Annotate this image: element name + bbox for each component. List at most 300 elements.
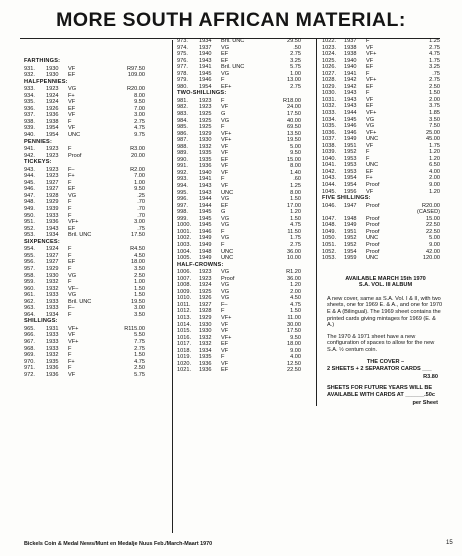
lot-price: 17.00 bbox=[287, 202, 301, 209]
lot-grade: F bbox=[221, 97, 225, 104]
lot-number: 1030. bbox=[322, 90, 336, 97]
lot-grade: VF bbox=[366, 96, 374, 103]
lot-number: 982. bbox=[177, 104, 188, 111]
footer-credit: Bickels Coin & Medal News/Munt en Medalje Nuus Feb./March-Maart 1970 bbox=[24, 541, 213, 547]
lot-price: .70 bbox=[137, 199, 145, 206]
lot-row bbox=[24, 132, 159, 139]
lot-year: 1940 bbox=[199, 169, 212, 176]
lot-number: 947. bbox=[24, 192, 35, 199]
lot-number: 1008. bbox=[177, 282, 191, 289]
lot-grade: EF bbox=[68, 105, 76, 112]
lot-number: 1031. bbox=[322, 96, 336, 103]
lot-grade: VG bbox=[366, 116, 375, 123]
lot-grade: EF bbox=[221, 57, 229, 64]
lot-price: 2.75 bbox=[290, 51, 301, 58]
lot-price: 2.75 bbox=[429, 77, 440, 84]
lot-grade: VF bbox=[366, 142, 374, 149]
lot-grade: Proof bbox=[366, 215, 380, 222]
lot-grade: VF+ bbox=[366, 110, 377, 117]
lot-grade: F– bbox=[68, 305, 75, 312]
lot-year: 1932 bbox=[46, 285, 59, 292]
section-tickeys bbox=[24, 159, 159, 239]
lot-grade: F bbox=[68, 118, 72, 125]
lot-number: 959. bbox=[24, 279, 35, 286]
section-two-shillings bbox=[177, 90, 315, 261]
lot-year: 1945 bbox=[199, 70, 212, 77]
lot-year: 1937 bbox=[199, 44, 212, 51]
section-five-shillings bbox=[322, 195, 444, 261]
lot-price: 22.50 bbox=[426, 228, 440, 235]
lot-grade: VF bbox=[221, 169, 229, 176]
lot-year: 1925 bbox=[199, 111, 212, 118]
lot-number: 992. bbox=[177, 169, 188, 176]
lot-grade: F bbox=[68, 365, 72, 372]
lot-grade: VF bbox=[221, 143, 229, 150]
lot-number: 1012. bbox=[177, 308, 191, 315]
column-2 bbox=[177, 38, 315, 374]
lot-year: 1940 bbox=[344, 64, 357, 71]
lot-grade: F+ bbox=[68, 358, 75, 365]
lot-price: 9.75 bbox=[134, 132, 145, 139]
lot-grade: VF bbox=[221, 321, 229, 328]
lot-year: 1935 bbox=[199, 354, 212, 361]
lot-price: .60 bbox=[293, 176, 301, 183]
lot-year: 1929 bbox=[199, 314, 212, 321]
lot-price: 4.00 bbox=[290, 354, 301, 361]
lot-number: 1009. bbox=[177, 288, 191, 295]
lot-grade: EF bbox=[68, 259, 76, 266]
lot-grade: EF bbox=[221, 367, 229, 374]
lot-price: 5.75 bbox=[134, 371, 145, 378]
lot-year: 1946 bbox=[199, 77, 212, 84]
lot-price: R20.00 bbox=[126, 86, 145, 93]
lot-grade: EF bbox=[366, 83, 374, 90]
lot-price: 1.00 bbox=[290, 70, 301, 77]
lot-year: 1926 bbox=[199, 295, 212, 302]
lot-year: 1936 bbox=[46, 219, 59, 226]
lot-year: 1923 bbox=[46, 86, 59, 93]
lot-year: 1949 bbox=[199, 255, 212, 262]
lot-price: 4.00 bbox=[429, 168, 440, 175]
lot-year: 1946 bbox=[344, 123, 357, 130]
lot-grade: VG bbox=[221, 44, 230, 51]
lot-price: 13.00 bbox=[287, 77, 301, 84]
lot-year: 1936 bbox=[199, 367, 212, 374]
lot-number: 968. bbox=[24, 345, 35, 352]
lot-year: 1945 bbox=[199, 215, 212, 222]
lot-row bbox=[177, 255, 315, 262]
lot-year: 1925 bbox=[199, 124, 212, 131]
lot-price: 2.50 bbox=[429, 83, 440, 90]
lot-price: 24.00 bbox=[287, 104, 301, 111]
lot-grade: G bbox=[221, 209, 226, 216]
section-heading: FIVE SHILLINGS: bbox=[322, 195, 371, 202]
lot-year: 1944 bbox=[199, 202, 212, 209]
lot-grade: VG bbox=[221, 215, 230, 222]
lot-year: 1923 bbox=[199, 104, 212, 111]
lot-number: 1035. bbox=[322, 123, 336, 130]
lot-number: 973. bbox=[177, 38, 188, 44]
lot-price: R2.00 bbox=[130, 166, 145, 173]
lot-grade: VG bbox=[221, 222, 230, 229]
lot-price: 1.00 bbox=[134, 279, 145, 286]
lot-year: 1938 bbox=[344, 51, 357, 58]
lot-grade: VF bbox=[68, 112, 76, 119]
lot-grade: Proof bbox=[68, 152, 82, 159]
lot-year: 1951 bbox=[344, 228, 357, 235]
lot-year: 1934 bbox=[199, 347, 212, 354]
lot-number: 996. bbox=[177, 196, 188, 203]
lot-number: 1002. bbox=[177, 235, 191, 242]
section-heading: PENNIES: bbox=[24, 138, 53, 145]
lot-price: 1.85 bbox=[429, 110, 440, 117]
lot-price: 17.50 bbox=[131, 232, 145, 239]
lot-price: R1.20 bbox=[286, 269, 301, 276]
lot-number: 1013. bbox=[177, 314, 191, 321]
lot-grade: VF bbox=[366, 57, 374, 64]
lot-number: 1050. bbox=[322, 235, 336, 242]
lot-year: 1935 bbox=[199, 150, 212, 157]
lot-number: 937. bbox=[24, 112, 35, 119]
lot-grade: EF bbox=[68, 225, 76, 232]
lot-price: 8.00 bbox=[290, 163, 301, 170]
lot-year: 1942 bbox=[344, 77, 357, 84]
lot-number: 954. bbox=[24, 246, 35, 253]
lot-number: 976. bbox=[177, 57, 188, 64]
lot-year: 1945 bbox=[199, 222, 212, 229]
lot-number: 1026. bbox=[322, 64, 336, 71]
lot-number: 950. bbox=[24, 212, 35, 219]
lot-number: 940. bbox=[24, 132, 35, 139]
lot-year: 1930 bbox=[46, 65, 59, 72]
lot-price: 3.00 bbox=[134, 112, 145, 119]
lot-year: 1942 bbox=[344, 83, 357, 90]
album-notice bbox=[322, 276, 444, 407]
lot-grade: F bbox=[221, 354, 225, 361]
lot-price: 3.75 bbox=[429, 103, 440, 110]
lot-number: 1029. bbox=[322, 83, 336, 90]
lot-year: 1934 bbox=[46, 311, 59, 318]
lot-number: 979. bbox=[177, 77, 188, 84]
lot-grade: F bbox=[68, 246, 72, 253]
notice-paragraph-2: The 1970 & 1971 sheet have a new configuration of spaces to allow for the new S.A. ½ centum coin. bbox=[327, 333, 435, 353]
lot-price: 4.75 bbox=[429, 51, 440, 58]
lot-year: 1954 bbox=[344, 182, 357, 189]
lot-grade: F bbox=[366, 149, 370, 156]
lot-price: 20.00 bbox=[131, 152, 145, 159]
lot-number: 1010. bbox=[177, 295, 191, 302]
lot-number: 1003. bbox=[177, 241, 191, 248]
lot-year: 1924 bbox=[46, 92, 59, 99]
lot-number: 1047. bbox=[322, 215, 336, 222]
lot-price: 3.00 bbox=[134, 305, 145, 312]
lot-grade: VG bbox=[366, 123, 375, 130]
lot-price: 3.25 bbox=[429, 64, 440, 71]
section-farthings bbox=[24, 58, 159, 79]
lot-year: 1935 bbox=[46, 358, 59, 365]
lot-number: 942. bbox=[24, 152, 35, 159]
lot-number: 1016. bbox=[177, 334, 191, 341]
lot-number: 1053. bbox=[322, 255, 336, 262]
lot-year: 1944 bbox=[199, 196, 212, 203]
lot-price: R115.00 bbox=[124, 325, 145, 332]
lot-grade: UNC bbox=[68, 132, 81, 139]
lot-year: 1927 bbox=[46, 179, 59, 186]
lot-grade: VG bbox=[221, 295, 230, 302]
section-shillings bbox=[24, 318, 159, 378]
lot-grade: VF bbox=[221, 150, 229, 157]
notice-title: AVAILABLE MARCH 15th 1970 S.A. VOL. III ALBUM bbox=[345, 275, 426, 289]
lot-number: 1051. bbox=[322, 241, 336, 248]
lot-price: 9.50 bbox=[134, 99, 145, 106]
lot-number: 957. bbox=[24, 265, 35, 272]
lot-grade: EF bbox=[366, 168, 374, 175]
lot-year: 1938 bbox=[46, 118, 59, 125]
notice-cover: THE COVER – bbox=[366, 358, 405, 365]
lot-price: 22.50 bbox=[426, 222, 440, 229]
lot-number: 998. bbox=[177, 209, 188, 216]
notice-cover-items: 2 SHEETS + 2 SEPARATOR CARDS ___ bbox=[327, 366, 432, 373]
lot-year: 1954 bbox=[344, 175, 357, 182]
lot-number: 1044. bbox=[322, 182, 336, 189]
lot-grade: EF bbox=[221, 51, 229, 58]
lot-number: 962. bbox=[24, 298, 35, 305]
lot-price: 3.50 bbox=[429, 116, 440, 123]
lot-price: 1.00 bbox=[134, 179, 145, 186]
lot-grade: VF+ bbox=[221, 314, 232, 321]
lot-grade: EF+ bbox=[221, 83, 232, 90]
lot-year: 1936 bbox=[199, 163, 212, 170]
lot-year: 1931 bbox=[46, 325, 59, 332]
lot-price: 1.25 bbox=[290, 183, 301, 190]
lot-price: .75 bbox=[137, 225, 145, 232]
lot-price: 40.00 bbox=[287, 117, 301, 124]
lot-price: 1.20 bbox=[429, 155, 440, 162]
lot-grade: VF+ bbox=[221, 137, 232, 144]
lot-year: 1954 bbox=[46, 125, 59, 132]
lot-grade: VF+ bbox=[366, 129, 377, 136]
lot-year: 1932 bbox=[199, 143, 212, 150]
lot-grade: VF bbox=[221, 328, 229, 335]
lot-price: R3.00 bbox=[130, 146, 145, 153]
lot-number: 971. bbox=[24, 365, 35, 372]
lot-price: 9.50 bbox=[290, 150, 301, 157]
lot-grade: UNC bbox=[221, 189, 234, 196]
lot-year: 1943 bbox=[199, 189, 212, 196]
lot-row bbox=[322, 255, 444, 262]
lot-grade: VF bbox=[366, 44, 374, 51]
lot-grade: F– bbox=[221, 301, 228, 308]
lot-price: 4.50 bbox=[134, 252, 145, 259]
lot-number: 936. bbox=[24, 105, 35, 112]
lot-year: 1948 bbox=[199, 248, 212, 255]
lot-price: 36.00 bbox=[287, 275, 301, 282]
lot-grade: VF bbox=[68, 332, 76, 339]
lot-grade: VF bbox=[366, 188, 374, 195]
lot-price: 1.75 bbox=[290, 235, 301, 242]
lot-price: 3.50 bbox=[134, 311, 145, 318]
lot-number: 988. bbox=[177, 143, 188, 150]
lot-year: 1953 bbox=[344, 162, 357, 169]
lot-year: 1947 bbox=[344, 202, 357, 209]
lot-grade: EF bbox=[366, 64, 374, 71]
lot-grade: VF bbox=[221, 360, 229, 367]
lot-grade: VG bbox=[68, 86, 77, 93]
lot-year: 1934 bbox=[199, 38, 212, 44]
lot-price: 2.75 bbox=[290, 241, 301, 248]
section-heading: SHILLINGS: bbox=[24, 318, 58, 325]
lot-number: 951. bbox=[24, 219, 35, 226]
lot-price: 1.50 bbox=[290, 196, 301, 203]
lot-grade: VF+ bbox=[221, 130, 232, 137]
lot-grade: F bbox=[68, 212, 72, 219]
lot-price: 15.00 bbox=[426, 215, 440, 222]
lot-number: 1007. bbox=[177, 275, 191, 282]
lot-price: 10.00 bbox=[287, 255, 301, 262]
lot-price: R18.00 bbox=[282, 97, 301, 104]
section-heading: HALFPENNIES: bbox=[24, 78, 68, 85]
lot-grade: F bbox=[68, 265, 72, 272]
page-number: 15 bbox=[446, 540, 453, 546]
lot-number: 932. bbox=[24, 72, 35, 79]
column-3-list bbox=[322, 38, 444, 262]
lot-number: 1033. bbox=[322, 110, 336, 117]
lot-year: 1941 bbox=[199, 176, 212, 183]
lot-number: 1001. bbox=[177, 228, 191, 235]
lot-grade: F bbox=[68, 279, 72, 286]
lot-number: 970. bbox=[24, 358, 35, 365]
lot-year: 1945 bbox=[344, 116, 357, 123]
lot-number: 1041. bbox=[322, 162, 336, 169]
lot-price: 9.50 bbox=[134, 186, 145, 193]
lot-grade: F bbox=[221, 124, 225, 131]
lot-price: 2.75 bbox=[290, 83, 301, 90]
lot-grade: Proof bbox=[366, 241, 380, 248]
lot-number: 1043. bbox=[322, 175, 336, 182]
lot-year: 1927 bbox=[46, 252, 59, 259]
lot-grade: F bbox=[68, 252, 72, 259]
lot-price: 1.50 bbox=[134, 285, 145, 292]
lot-number: 1020. bbox=[177, 360, 191, 367]
lot-number: 958. bbox=[24, 272, 35, 279]
lot-year: 1949 bbox=[199, 235, 212, 242]
lot-number: 1039. bbox=[322, 149, 336, 156]
notice-paragraph-1: A new cover, same as S.A. Vol. I & II, with two sheets, one for 1969 E. & A., and one for 1970 E & A (Bilingual). The 1969 sheet contains the printed cards giving mintages for 1969 (E. & A.) bbox=[327, 295, 443, 329]
lot-price: .70 bbox=[137, 212, 145, 219]
section-heading: FARTHINGS: bbox=[24, 58, 61, 64]
lot-grade: Bril. UNC bbox=[68, 232, 92, 239]
lot-grade: UNC bbox=[366, 136, 379, 143]
lot-price: 30.00 bbox=[287, 321, 301, 328]
lot-number: 990. bbox=[177, 156, 188, 163]
lot-number: 935. bbox=[24, 99, 35, 106]
lot-grade: F bbox=[68, 352, 72, 359]
lot-year: 1939 bbox=[46, 206, 59, 213]
lot-price: 25.00 bbox=[426, 129, 440, 136]
lot-number: 949. bbox=[24, 206, 35, 213]
lot-price: 120.00 bbox=[422, 255, 440, 262]
lot-year: 1926 bbox=[46, 105, 59, 112]
lot-grade: VF+ bbox=[366, 51, 377, 58]
lot-year: 1925 bbox=[199, 117, 212, 124]
lot-year: 1943 bbox=[344, 96, 357, 103]
section-heading: HALF-CROWNS: bbox=[177, 261, 224, 268]
lot-grade: EF bbox=[221, 341, 229, 348]
lot-price: 15.00 bbox=[287, 156, 301, 163]
lot-price: 2.50 bbox=[134, 272, 145, 279]
lot-price: 4.75 bbox=[134, 125, 145, 132]
lot-grade: F bbox=[68, 345, 72, 352]
lot-year: 1927 bbox=[46, 186, 59, 193]
lot-number: 948. bbox=[24, 199, 35, 206]
lot-number: 1014. bbox=[177, 321, 191, 328]
lot-year: 1933 bbox=[46, 338, 59, 345]
lot-price: 8.00 bbox=[134, 92, 145, 99]
lot-price: 5.00 bbox=[429, 235, 440, 242]
lot-number: 965. bbox=[24, 325, 35, 332]
lot-year: 1928 bbox=[46, 192, 59, 199]
lot-number: 1027. bbox=[322, 70, 336, 77]
lot-price: 1.50 bbox=[290, 308, 301, 315]
lot-number: 1045. bbox=[322, 188, 336, 195]
lot-number: 1037. bbox=[322, 136, 336, 143]
lot-number: 978. bbox=[177, 70, 188, 77]
lot-grade: UNC bbox=[221, 248, 234, 255]
lot-year: 1933 bbox=[46, 345, 59, 352]
lot-number: 1025. bbox=[322, 57, 336, 64]
lot-year: 1933 bbox=[46, 305, 59, 312]
lot-price: 18.00 bbox=[131, 259, 145, 266]
lot-number: 987. bbox=[177, 137, 188, 144]
lot-price: 13.50 bbox=[287, 130, 301, 137]
lot-grade: VG bbox=[221, 196, 230, 203]
lot-number: 1049. bbox=[322, 228, 336, 235]
lot-price: .70 bbox=[137, 206, 145, 213]
lot-number: 983. bbox=[177, 111, 188, 118]
lot-price: 9.00 bbox=[290, 347, 301, 354]
lot-grade: VF bbox=[68, 99, 76, 106]
lot-price: 9.00 bbox=[429, 182, 440, 189]
lot-grade: VF bbox=[221, 104, 229, 111]
lot-number: 1034. bbox=[322, 116, 336, 123]
lot-year: 1927 bbox=[46, 259, 59, 266]
lot-price: 3.00 bbox=[134, 219, 145, 226]
lot-year: 1941 bbox=[344, 70, 357, 77]
lot-year: 1933 bbox=[46, 292, 59, 299]
lot-grade: VG bbox=[221, 282, 230, 289]
lot-number: 1015. bbox=[177, 328, 191, 335]
lot-number: 964. bbox=[24, 311, 35, 318]
lot-number: 1038. bbox=[322, 142, 336, 149]
lot-grade: VF bbox=[221, 347, 229, 354]
lot-grade: UNC bbox=[366, 255, 379, 262]
lot-year: 1941 bbox=[199, 64, 212, 71]
lot-price: 1.50 bbox=[290, 215, 301, 222]
lot-year: 1929 bbox=[46, 199, 59, 206]
lot-grade: EF bbox=[68, 72, 76, 79]
column-divider bbox=[172, 40, 173, 533]
lot-number: 1046. bbox=[322, 202, 336, 209]
lot-price: 2.00 bbox=[429, 175, 440, 182]
lot-year: 1949 bbox=[344, 136, 357, 143]
section-heading: TICKEYS: bbox=[24, 159, 52, 166]
lot-number: 931. bbox=[24, 65, 35, 72]
lot-price: 11.00 bbox=[287, 314, 301, 321]
lot-year: 1930 bbox=[199, 137, 212, 144]
lot-price: 1.20 bbox=[290, 282, 301, 289]
lot-price: 1.20 bbox=[429, 149, 440, 156]
lot-grade: VF bbox=[68, 371, 76, 378]
